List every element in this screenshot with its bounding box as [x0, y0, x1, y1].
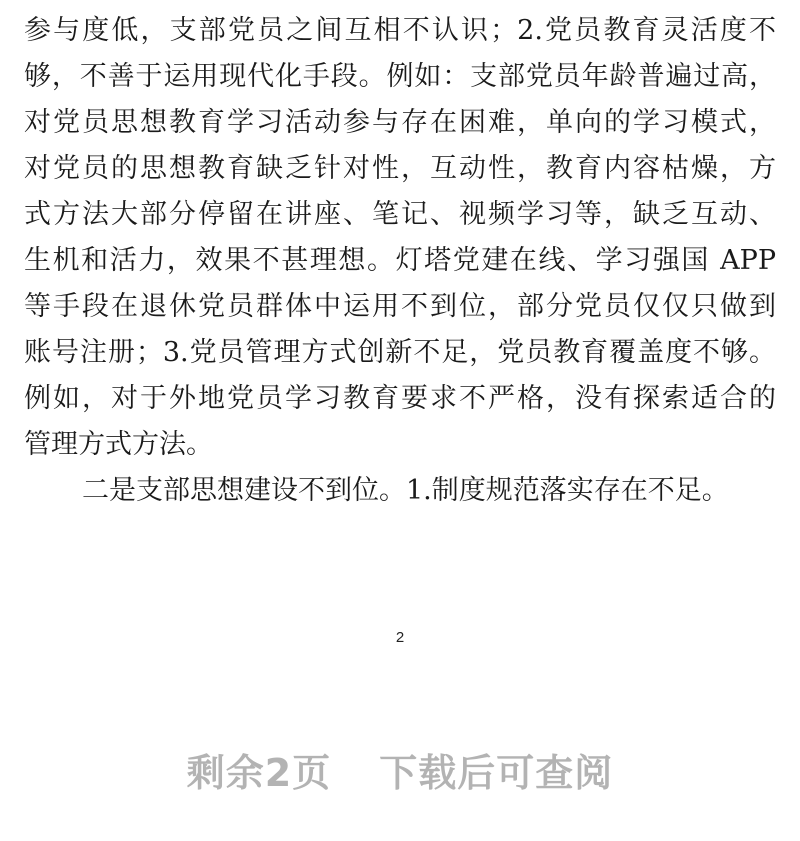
text-line-7: 等手段在退休党员群体中运用不到位，部分党员仅仅只做到: [24, 291, 776, 322]
text-line-8: 账号注册；3.党员管理方式创新不足，党员教育覆盖度不够。: [24, 337, 776, 368]
text-line-4: 对党员的思想教育缺乏针对性，互动性，教育内容枯燥，方: [24, 153, 776, 184]
document-body: [24, 8, 776, 514]
text-line-6: 生机和活力，效果不甚理想。灯塔党建在线、学习强国 APP: [24, 245, 776, 276]
remaining-pages-banner[interactable]: [0, 742, 800, 797]
download-to-view-text: 下载后可查阅: [379, 751, 614, 795]
text-line-9: 例如，对于外地党员学习教育要求不严格，没有探索适合的: [24, 383, 776, 414]
page-number: 2: [395, 629, 405, 646]
text-line-3: 对党员思想教育学习活动参与存在困难，单向的学习模式，: [24, 107, 776, 138]
text-line-5: 式方法大部分停留在讲座、笔记、视频学习等，缺乏互动、: [24, 199, 776, 230]
text-line-10: 管理方式方法。: [24, 429, 213, 460]
text-line-11: 二是支部思想建设不到位。1.制度规范落实存在不足。: [82, 475, 729, 506]
remaining-pages-text: 剩余2页: [186, 751, 332, 795]
text-line-2: 够，不善于运用现代化手段。例如：支部党员年龄普遍过高，: [24, 61, 776, 92]
text-line-1: 参与度低，支部党员之间互相不认识；2.党员教育灵活度不: [24, 15, 776, 46]
